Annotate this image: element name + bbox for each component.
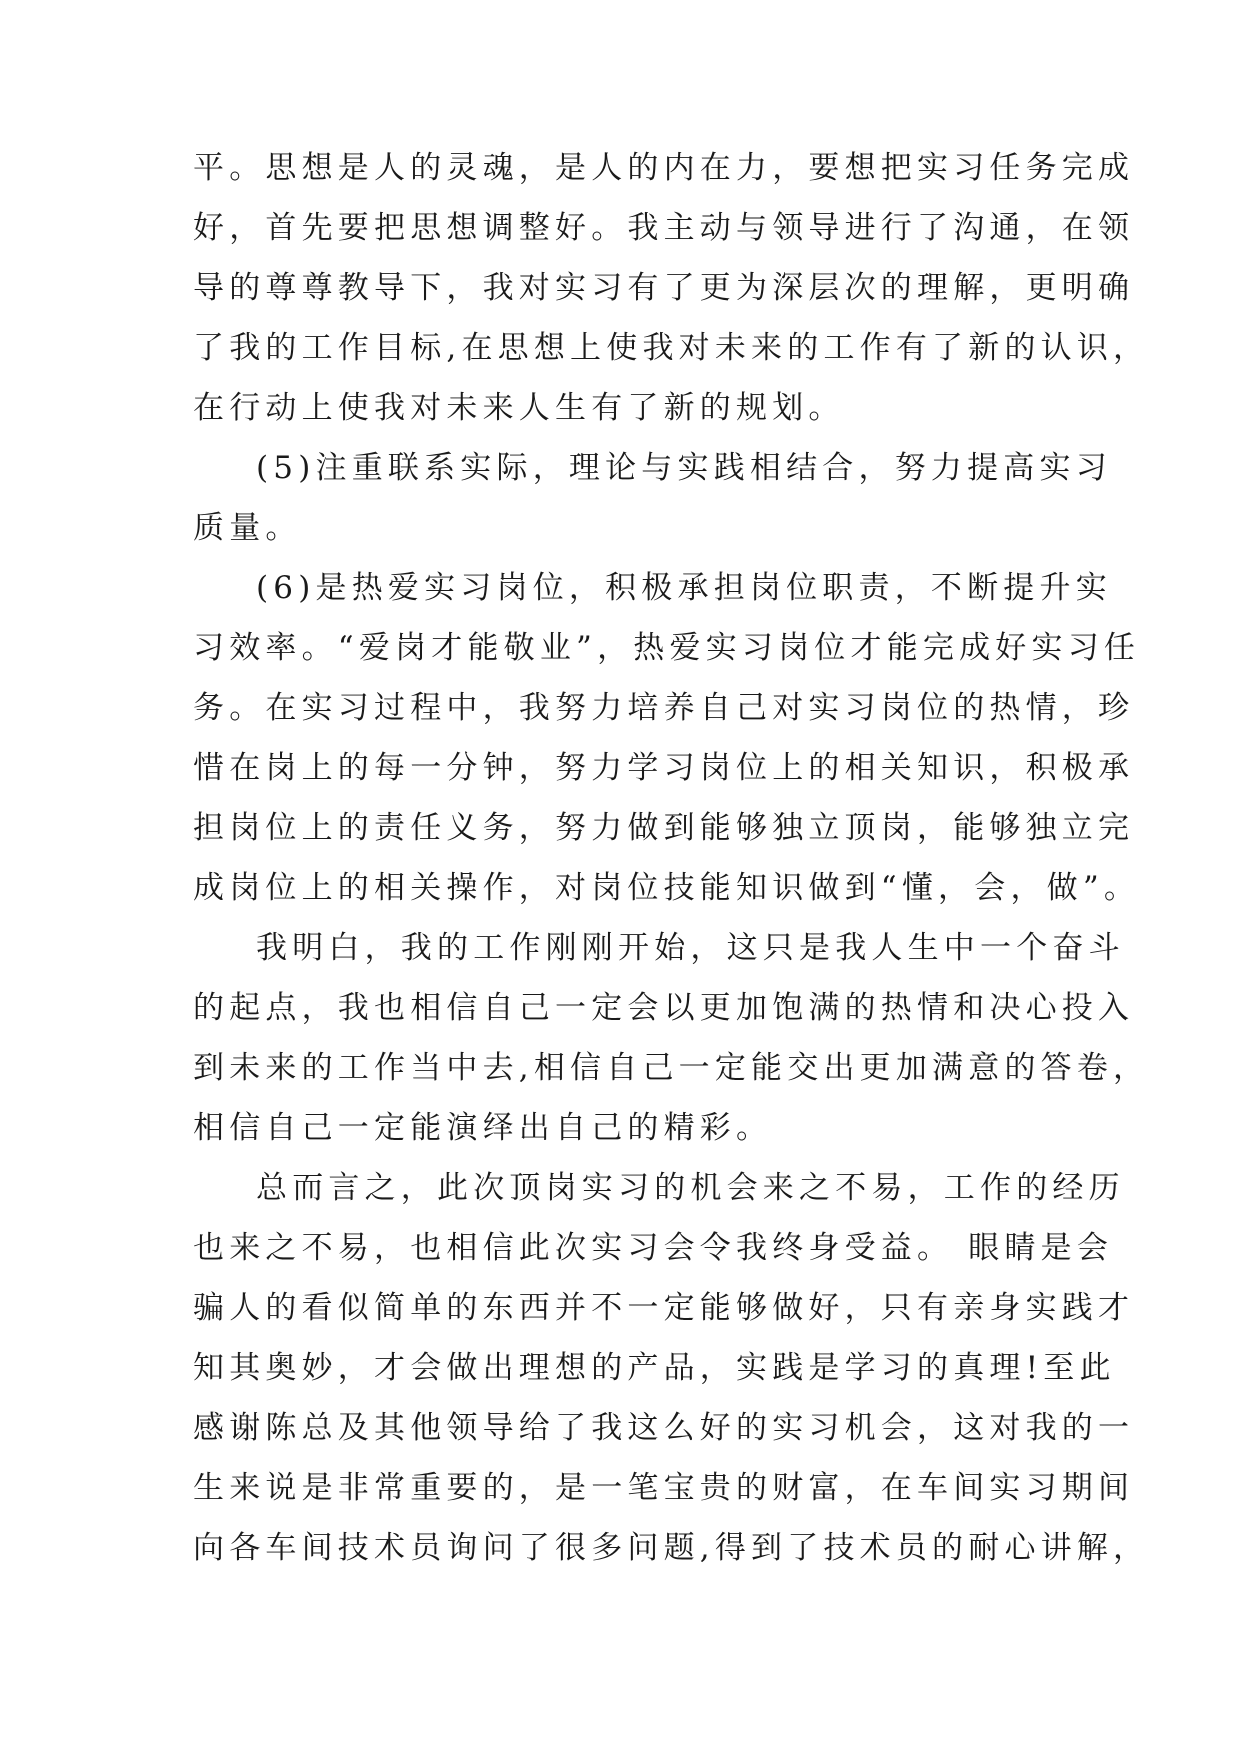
- text-line: 惜在岗上的每一分钟，努力学习岗位上的相关知识，积极承: [193, 750, 1135, 786]
- text-line: 我明白，我的工作刚刚开始，这只是我人生中一个奋斗: [256, 930, 1125, 966]
- text-line: 好，首先要把思想调整好。我主动与领导进行了沟通，在领: [193, 210, 1135, 246]
- text-line: 了我的工作目标,在思想上使我对未来的工作有了新的认识，: [193, 330, 1150, 366]
- text-line: 的起点，我也相信自己一定会以更加饱满的热情和决心投入: [193, 990, 1135, 1026]
- text-line: (5)注重联系实际，理论与实践相结合，努力提高实习: [256, 450, 1112, 486]
- text-line: 成岗位上的相关操作，对岗位技能知识做到“懂，会，做”。: [193, 870, 1141, 906]
- text-line: 担岗位上的责任义务，努力做到能够独立顶岗，能够独立完: [193, 810, 1135, 846]
- text-line: 平。思想是人的灵魂，是人的内在力，要想把实习任务完成: [193, 150, 1135, 186]
- text-line: (6)是热爱实习岗位，积极承担岗位职责，不断提升实: [256, 570, 1112, 606]
- text-line: 导的尊尊教导下，我对实习有了更为深层次的理解，更明确: [193, 270, 1135, 306]
- text-line: 质量。: [193, 510, 302, 546]
- text-line: 也来之不易，也相信此次实习会令我终身受益。 眼睛是会: [193, 1230, 1114, 1266]
- text-line: 总而言之，此次顶岗实习的机会来之不易，工作的经历: [256, 1170, 1125, 1206]
- text-line: 知其奥妙，才会做出理想的产品，实践是学习的真理!至此: [193, 1350, 1116, 1386]
- text-line: 向各车间技术员询问了很多问题,得到了技术员的耐心讲解，: [193, 1530, 1150, 1566]
- text-line: 生来说是非常重要的，是一笔宝贵的财富，在车间实习期间: [193, 1470, 1135, 1506]
- text-line: 感谢陈总及其他领导给了我这么好的实习机会，这对我的一: [193, 1410, 1135, 1446]
- text-line: 务。在实习过程中，我努力培养自己对实习岗位的热情，珍: [193, 690, 1135, 726]
- text-line: 习效率。“爱岗才能敬业”，热爱实习岗位才能完成好实习任: [193, 630, 1141, 666]
- text-line: 在行动上使我对未来人生有了新的规划。: [193, 390, 845, 426]
- text-line: 相信自己一定能演绎出自己的精彩。: [193, 1110, 773, 1146]
- text-line: 到未来的工作当中去,相信自己一定能交出更加满意的答卷，: [193, 1050, 1150, 1086]
- text-line: 骗人的看似简单的东西并不一定能够做好，只有亲身实践才: [193, 1290, 1135, 1326]
